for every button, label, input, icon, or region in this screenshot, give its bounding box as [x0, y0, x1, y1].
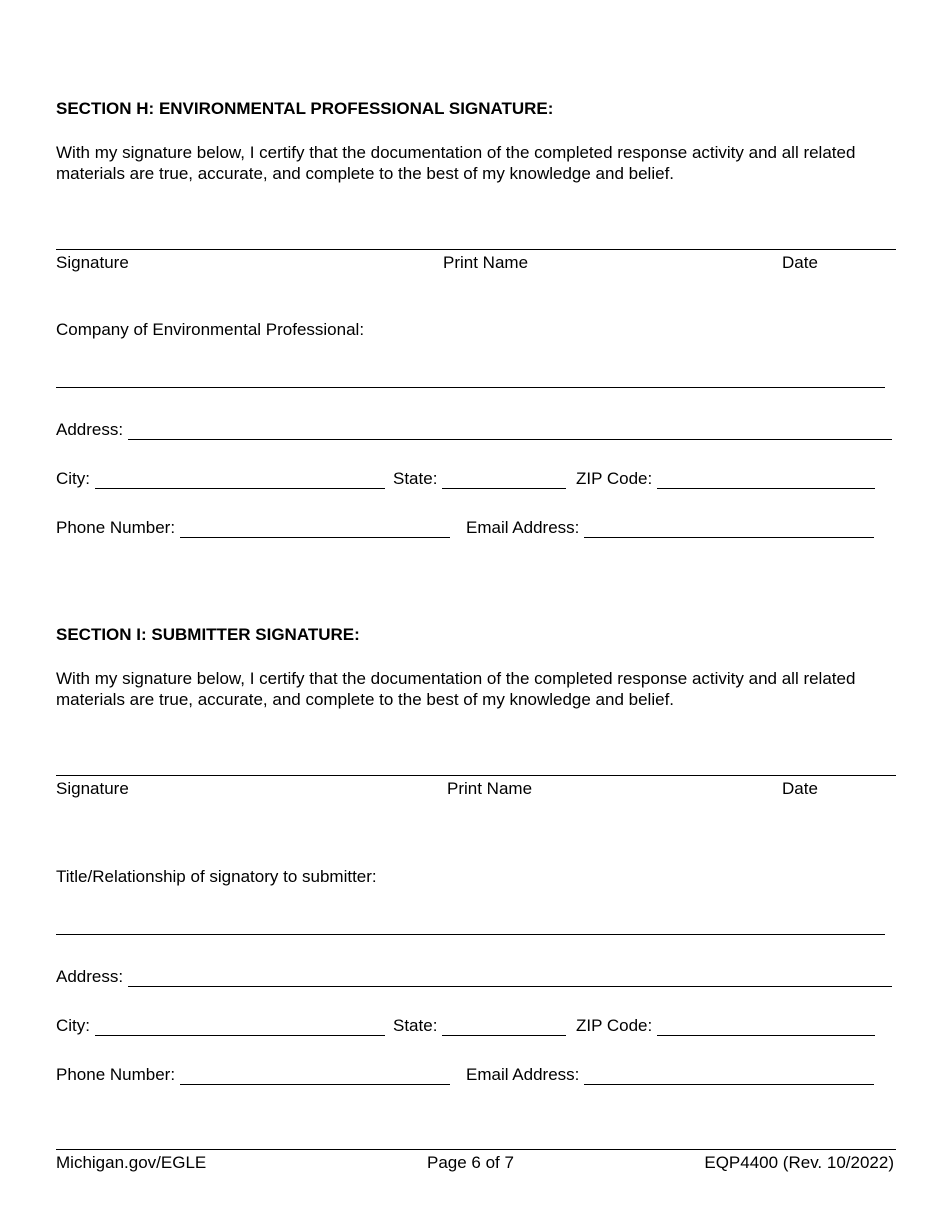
section-i-email-label: Email Address: [466, 1065, 580, 1084]
section-h-state-input[interactable] [442, 471, 566, 489]
section-i-phone-label: Phone Number: [56, 1065, 176, 1084]
section-i-signature-label: Signature [56, 779, 129, 798]
footer-divider [56, 1149, 896, 1150]
section-h-state-label: State: [393, 469, 438, 488]
section-i-title-input[interactable] [56, 934, 885, 935]
section-i-title-label: Title/Relationship of signatory to submitter: [56, 867, 377, 886]
section-i-phone-field [56, 1063, 450, 1085]
section-i-heading: SECTION I: SUBMITTER SIGNATURE: [56, 625, 360, 644]
section-i-zip-field [576, 1014, 875, 1036]
section-h-email-label: Email Address: [466, 518, 580, 537]
section-h-zip-input[interactable] [657, 471, 875, 489]
section-h-company-input[interactable] [56, 387, 885, 388]
section-h-certification: With my signature below, I certify that the documentation of the completed response activity and all related materials are true, accurate, and complete to the best of my knowledge and belief. [56, 143, 856, 183]
section-i-city-input[interactable] [95, 1018, 385, 1036]
section-i-city-label: City: [56, 1016, 90, 1035]
section-i-address-label: Address: [56, 967, 124, 986]
section-h-heading: SECTION H: ENVIRONMENTAL PROFESSIONAL SIGNATURE: [56, 99, 554, 118]
section-i-signature-line[interactable] [56, 775, 896, 776]
section-h-zip-field [576, 467, 875, 489]
section-h-company-label: Company of Environmental Professional: [56, 320, 365, 339]
section-h-signature-label: Signature [56, 253, 129, 272]
section-i-state-input[interactable] [442, 1018, 566, 1036]
section-h-state-field [393, 467, 566, 489]
section-h-phone-field [56, 516, 450, 538]
section-i-email-input[interactable] [584, 1067, 874, 1085]
section-i-zip-input[interactable] [657, 1018, 875, 1036]
section-h-email-field [466, 516, 874, 538]
section-h-address-field [56, 418, 892, 440]
section-i-city-field [56, 1014, 385, 1036]
section-h-address-input[interactable] [128, 422, 892, 440]
section-h-email-input[interactable] [584, 520, 874, 538]
section-h-city-field [56, 467, 385, 489]
section-h-date-label: Date [782, 253, 818, 272]
section-h-phone-label: Phone Number: [56, 518, 176, 537]
section-h-zip-label: ZIP Code: [576, 469, 653, 488]
footer-website: Michigan.gov/EGLE [56, 1153, 207, 1172]
section-i-phone-input[interactable] [180, 1067, 450, 1085]
section-i-address-input[interactable] [128, 969, 892, 987]
section-h-signature-line[interactable] [56, 249, 896, 250]
section-i-print-name-label: Print Name [447, 779, 533, 798]
section-h-phone-input[interactable] [180, 520, 450, 538]
section-i-certification: With my signature below, I certify that the documentation of the completed response activity and all related materials are true, accurate, and complete to the best of my knowledge and belief. [56, 669, 856, 709]
section-i-date-label: Date [782, 779, 818, 798]
section-i-state-label: State: [393, 1016, 438, 1035]
section-h-city-input[interactable] [95, 471, 385, 489]
footer-page-number: Page 6 of 7 [427, 1153, 514, 1172]
section-i-email-field [466, 1063, 874, 1085]
section-h-print-name-label: Print Name [443, 253, 529, 272]
section-i-address-field [56, 965, 892, 987]
section-i-state-field [393, 1014, 566, 1036]
section-i-zip-label: ZIP Code: [576, 1016, 653, 1035]
section-h-address-label: Address: [56, 420, 124, 439]
footer-form-id: EQP4400 (Rev. 10/2022) [704, 1153, 894, 1172]
section-h-city-label: City: [56, 469, 90, 488]
